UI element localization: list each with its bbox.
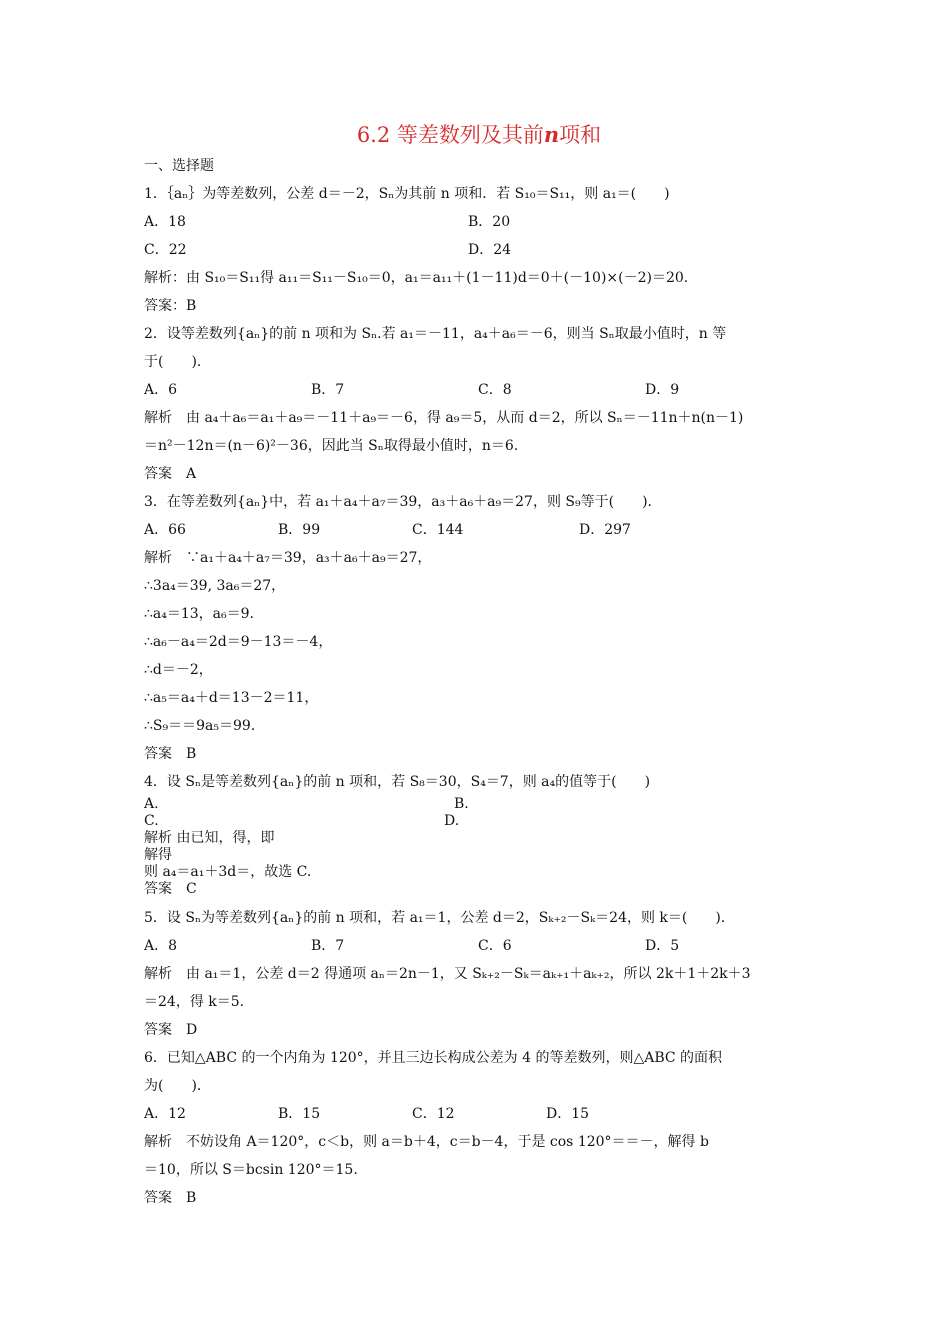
option: B．15 bbox=[278, 1106, 321, 1122]
solution-3-line: ∴a₄＝13，a₆＝9. bbox=[144, 606, 254, 622]
option: A．66 bbox=[144, 522, 186, 538]
answer-6: 答案 B bbox=[144, 1190, 197, 1206]
solution-3-line: ∴S₉＝＝9a₅＝99. bbox=[144, 718, 256, 734]
solution-3-line: ∴d＝－2， bbox=[144, 662, 213, 678]
document-title bbox=[144, 120, 814, 150]
question-3-options bbox=[144, 516, 814, 544]
solution-5-cont: ＝24，得 k＝5. bbox=[144, 994, 245, 1010]
option: D．15 bbox=[546, 1106, 590, 1122]
solution-5: 解析 由 a₁＝1，公差 d＝2 得通项 aₙ＝2n－1，又 Sₖ₊₂－Sₖ＝aₖ₊₁＋aₖ₊₂，所以 2k＋1＋2k＋3 bbox=[144, 966, 751, 982]
question-2-options bbox=[144, 376, 814, 404]
question-3: 3．在等差数列{aₙ}中，若 a₁＋a₄＋a₇＝39，a₃＋a₆＋a₉＝27，则 S₉等于( )． bbox=[144, 494, 662, 510]
solution-2: 解析 由 a₄＋a₆＝a₁＋a₉＝－11＋a₉＝－6，得 a₉＝5，从而 d＝2，所以 Sₙ＝－11n＋n(n－1) bbox=[144, 410, 744, 426]
option: C．12 bbox=[412, 1106, 455, 1122]
title-n: n bbox=[543, 122, 560, 147]
solution-3-line: ∴3a₄＝39, 3a₆＝27， bbox=[144, 578, 286, 594]
answer-5: 答案 D bbox=[144, 1022, 198, 1038]
option: C．8 bbox=[478, 382, 512, 398]
question-6-options bbox=[144, 1100, 814, 1128]
solution-2-cont: ＝n²－12n＝(n－6)²－36，因此当 Sₙ取得最小值时，n＝6. bbox=[144, 438, 519, 454]
option: A．6 bbox=[144, 382, 178, 398]
option: D．9 bbox=[645, 382, 680, 398]
question-4-options-row2 bbox=[144, 813, 814, 830]
solution-4-line: 解析 由已知，得，即 bbox=[144, 830, 275, 846]
option: A．12 bbox=[144, 1106, 186, 1122]
question-2: 2．设等差数列{aₙ}的前 n 项和为 Sₙ.若 a₁＝－11，a₄＋a₆＝－6，则当 Sₙ取最小值时，n 等 bbox=[144, 326, 727, 342]
question-6: 6．已知△ABC 的一个内角为 120°，并且三边长构成公差为 4 的等差数列，则△ABC 的面积 bbox=[144, 1050, 723, 1066]
option: A．8 bbox=[144, 938, 178, 954]
option: C．6 bbox=[478, 938, 512, 954]
option: B．20 bbox=[468, 214, 511, 230]
solution-4-line: 解得 bbox=[144, 847, 172, 863]
question-1: 1．｛aₙ｝为等差数列，公差 d＝－2，Sₙ为其前 n 项和．若 S₁₀＝S₁₁，则 a₁＝( ) bbox=[144, 186, 670, 202]
solution-3-line: ∴a₅＝a₄＋d＝13－2＝11， bbox=[144, 690, 319, 706]
solution-3-line: ∴a₆－a₄＝2d＝9－13＝－4， bbox=[144, 634, 333, 650]
option: C. bbox=[144, 813, 159, 829]
answer-3: 答案 B bbox=[144, 746, 197, 762]
option: D．24 bbox=[468, 242, 512, 258]
option: C．144 bbox=[412, 522, 464, 538]
title-suffix: 项和 bbox=[559, 123, 602, 147]
solution-1: 解析：由 S₁₀＝S₁₁得 a₁₁＝S₁₁－S₁₀＝0，a₁＝a₁₁＋(1－11)d＝0＋(－10)×(－2)＝20. bbox=[144, 270, 689, 286]
option: B．99 bbox=[278, 522, 321, 538]
option: A．18 bbox=[144, 214, 186, 230]
solution-4-line: 则 a₄＝a₁＋3d＝，故选 C. bbox=[144, 864, 312, 880]
question-5: 5．设 Sₙ为等差数列{aₙ}的前 n 项和，若 a₁＝1，公差 d＝2，Sₖ₊₂－Sₖ＝24，则 k＝( )． bbox=[144, 910, 735, 926]
question-6-cont: 为( )． bbox=[144, 1078, 211, 1094]
option: B. bbox=[454, 796, 469, 812]
solution-6: 解析 不妨设角 A＝120°，c＜b，则 a＝b＋4，c＝b－4，于是 cos 120°＝＝－，解得 b bbox=[144, 1134, 709, 1150]
question-5-options bbox=[144, 932, 814, 960]
title-prefix: 6.2 等差数列及其前 bbox=[356, 123, 544, 147]
solution-3-line: 解析 ∵a₁＋a₄＋a₇＝39，a₃＋a₆＋a₉＝27， bbox=[144, 550, 432, 566]
answer-2: 答案 A bbox=[144, 466, 197, 482]
option: C．22 bbox=[144, 242, 187, 258]
option: D. bbox=[444, 813, 460, 829]
option: D．5 bbox=[645, 938, 680, 954]
solution-6-cont: ＝10，所以 S＝bcsin 120°＝15. bbox=[144, 1162, 358, 1178]
answer-4: 答案 C bbox=[144, 881, 197, 897]
question-4-options-row1 bbox=[144, 796, 814, 813]
answer-1: 答案：B bbox=[144, 298, 197, 314]
document-page bbox=[144, 120, 814, 1212]
question-4: 4．设 Sₙ是等差数列{aₙ}的前 n 项和，若 S₈＝30，S₄＝7，则 a₄的值等于( ) bbox=[144, 774, 651, 790]
option: A. bbox=[144, 796, 159, 812]
option: B．7 bbox=[311, 938, 345, 954]
question-2-cont: 于( )． bbox=[144, 354, 211, 370]
question-1-options-row1 bbox=[144, 208, 814, 236]
question-1-options-row2 bbox=[144, 236, 814, 264]
option: B．7 bbox=[311, 382, 345, 398]
option: D．297 bbox=[579, 522, 631, 538]
section-heading: 一、选择题 bbox=[144, 158, 214, 174]
